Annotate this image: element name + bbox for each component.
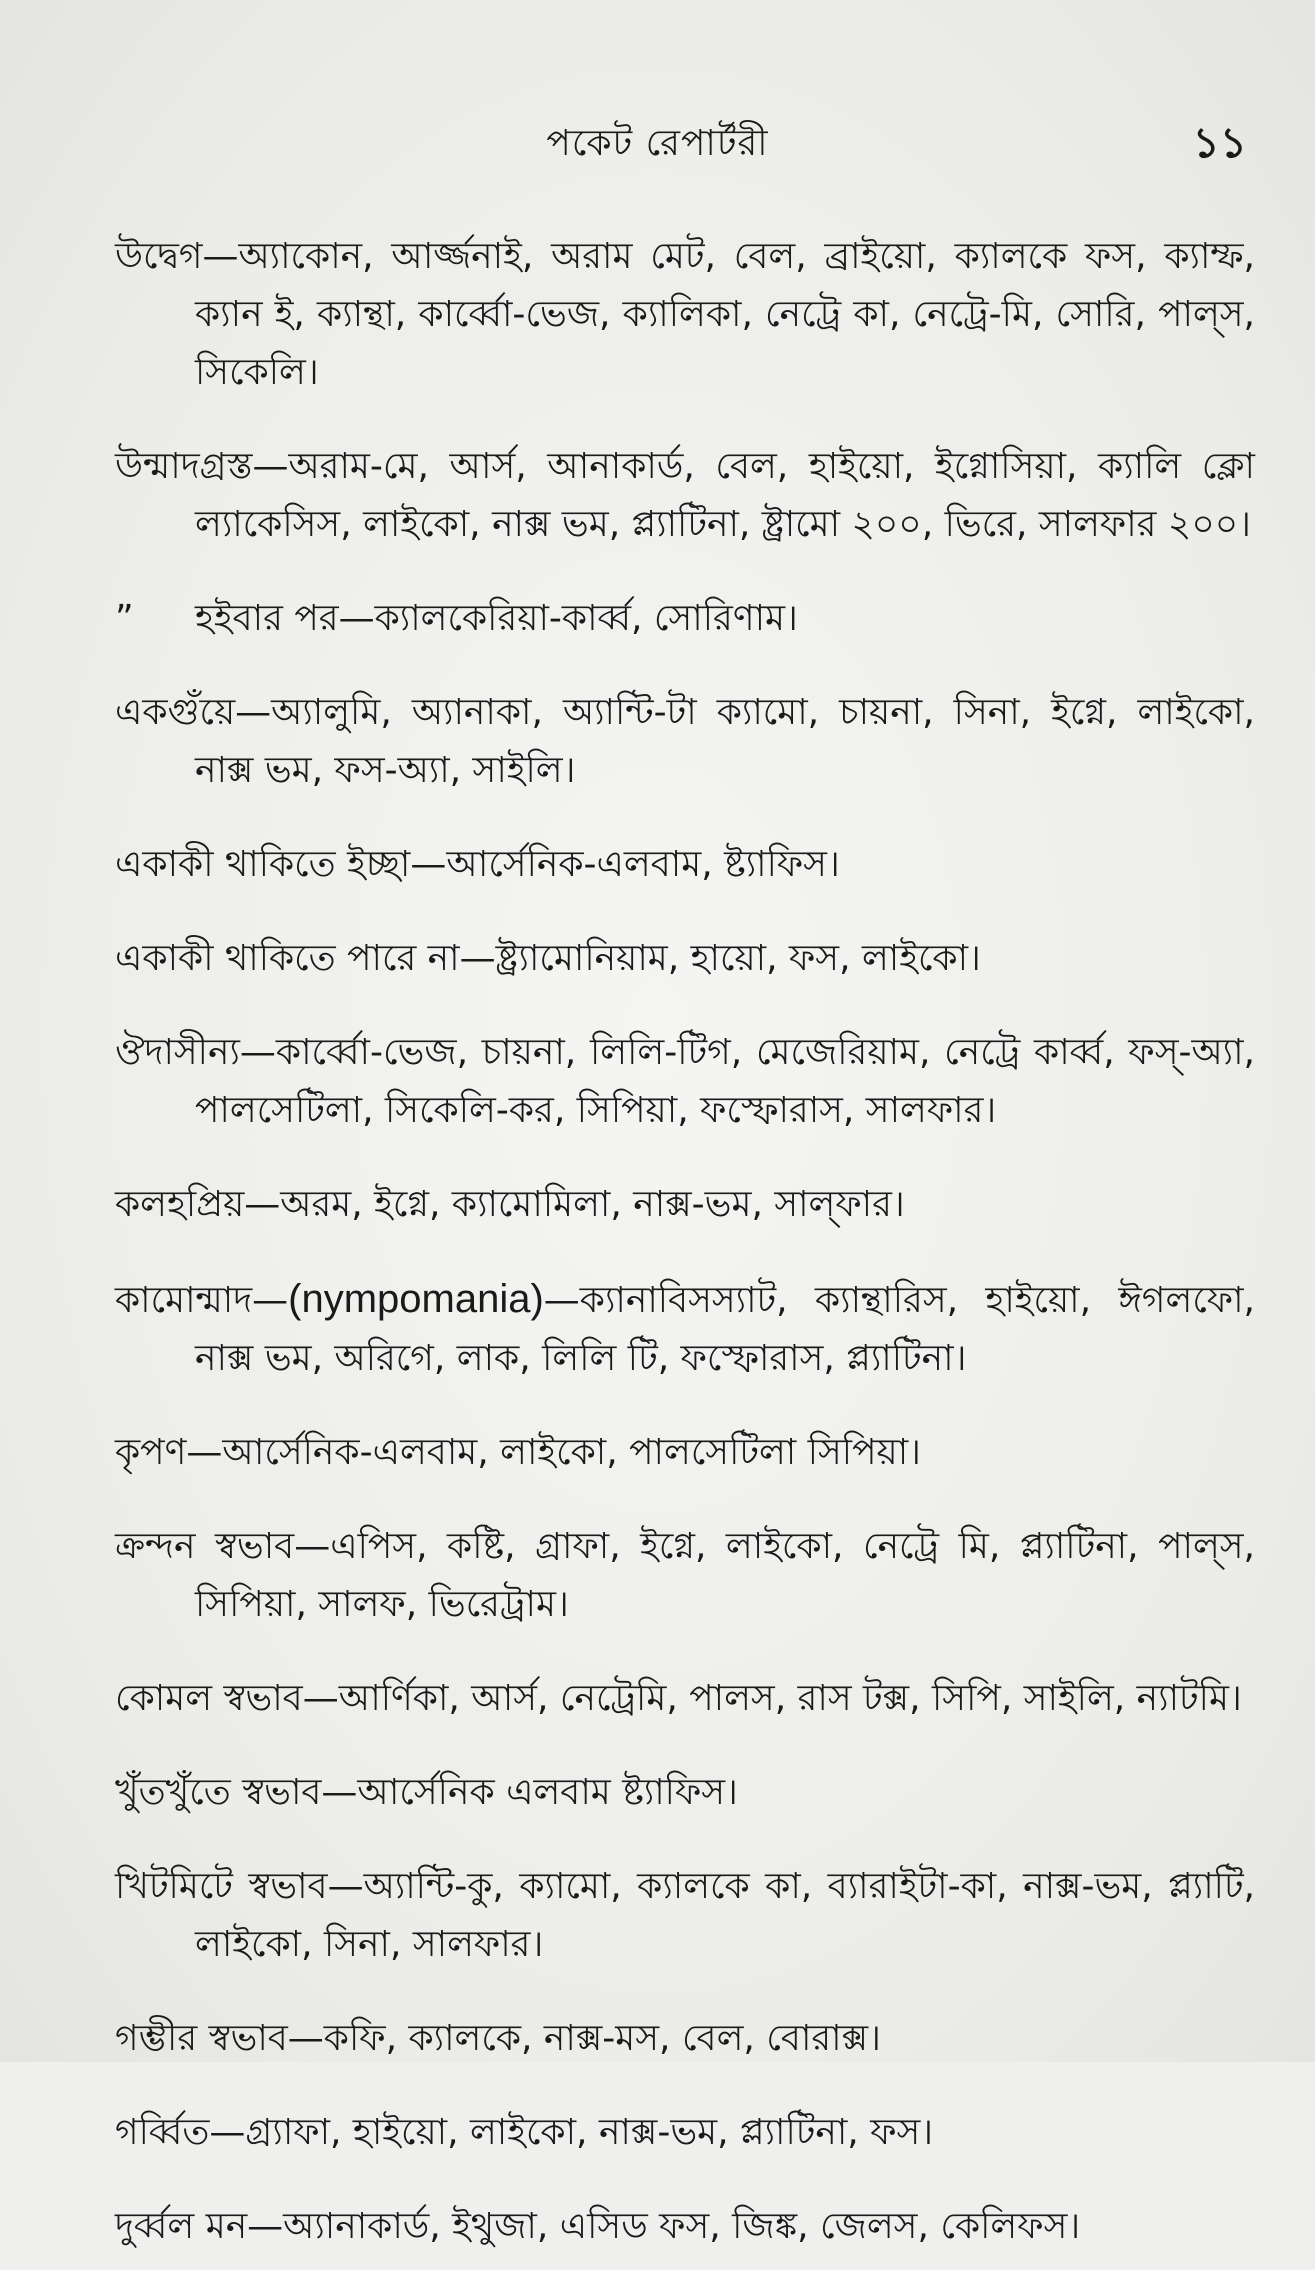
repertory-entry: কলহপ্রিয়—অরম, ইগ্নে, ক্যামোমিলা, নাক্স-ভম, সাল্‌ফার। [115,1184,905,1225]
repertory-entry: ক্রন্দন স্বভাব—এপিস, কষ্টি, গ্রাফা, ইগ্নে, লাইকো, নেট্রে মি, প্ল্যাটিনা, পাল্‌স, সিপিয়া, সালফ, ভিরেট্রাম। [115,1526,1255,1625]
repertory-entry: একাকী থাকিতে পারে না—ষ্ট্র্যামোনিয়াম, হায়ো, ফস, লাইকো। [115,938,981,979]
repertory-body [115,192,1255,2270]
latin-term: (nympomania) [288,1277,544,1321]
repertory-entry: ” হইবার পর—ক্যালকেরিয়া-কার্ব্ব, সোরিণাম। [115,590,1255,648]
running-head: পকেট রেপার্টরী [546,123,769,164]
repertory-entry: একাকী থাকিতে ইচ্ছা—আর্সেনিক-এলবাম, ষ্ট্যাফিস। [115,844,840,885]
repertory-entry: গম্ভীর স্বভাব—কফি, ক্যালকে, নাক্স-মস, বেল, বোরাক্স। [115,2018,881,2059]
repertory-entry: একগুঁয়ে—অ্যালুমি, অ্যানাকা, অ্যান্টি-টা ক্যামো, চায়না, সিনা, ইগ্নে, লাইকো, নাক্স ভম, ফস-অ্যা, সাইলি। [115,692,1255,791]
repertory-entry: খুঁতখুঁতে স্বভাব—আর্সেনিক এলবাম ষ্ট্যাফিস। [115,1772,738,1813]
repertory-entry: কোমল স্বভাব—আর্ণিকা, আর্স, নেট্রেমি, পালস, রাস টক্স, সিপি, সাইলি, ন্যাটমি। [115,1678,1242,1719]
repertory-entry: উন্মাদগ্রস্ত—অরাম-মে, আর্স, আনাকার্ড, বেল, হাইয়ো, ইগ্নোসিয়া, ক্যালি ক্লো ল্যাকেসিস, লাইকো, নাক্স ভম, প্ল্যাটিনা, ষ্ট্রামো ২০০, ভিরে, সালফার ২০০। [115,446,1255,545]
repertory-entry: উদ্বেগ—অ্যাকোন, আর্জ্জনাই, অরাম মেট, বেল, ব্রাইয়ো, ক্যালকে ফস, ক্যাম্ফ, ক্যান ই, ক্যান্থা, কার্ব্বো-ভেজ, ক্যালিকা, নেট্রে কা, নেট্রে-মি, সোরি, পাল্‌স, সিকেলি। [115,236,1255,393]
ditto-mark: ” [115,598,134,639]
repertory-entry: দুর্ব্বল মন—অ্যানাকার্ড, ইথুজা, এসিড ফস, জিঙ্ক, জেলস, কেলিফস। [115,2206,1081,2247]
page-number: ১১ [1192,118,1247,167]
repertory-entry: খিটমিটে স্বভাব—অ্যান্টি-কু, ক্যামো, ক্যালকে কা, ব্যারাইটা-কা, নাক্স-ভম, প্ল্যাটি, লাইকো, সিনা, সালফার। [115,1866,1255,1965]
repertory-entry: কামোন্মাদ—(nympomania)—ক্যানাবিসস্যাট, ক্যান্থারিস, হাইয়ো, ঈগলফো, নাক্স ভম, অরিগে, লাক, লিলি টি, ফস্ফোরাস, প্ল্যাটিনা। [115,1277,1255,1379]
page-header [0,110,1315,170]
repertory-entry: গর্ব্বিত—গ্র্যাফা, হাইয়ো, লাইকো, নাক্স-ভম, প্ল্যাটিনা, ফস। [115,2112,934,2153]
repertory-entry: কৃপণ—আর্সেনিক-এলবাম, লাইকো, পালসেটিলা সিপিয়া। [115,1432,922,1473]
repertory-entry: ঔদাসীন্য—কার্ব্বো-ভেজ, চায়না, লিলি-টিগ, মেজেরিয়াম, নেট্রে কার্ব্ব, ফস্‌-অ্যা, পালসেটিলা, সিকেলি-কর, সিপিয়া, ফস্ফোরাস, সালফার। [115,1032,1255,1131]
